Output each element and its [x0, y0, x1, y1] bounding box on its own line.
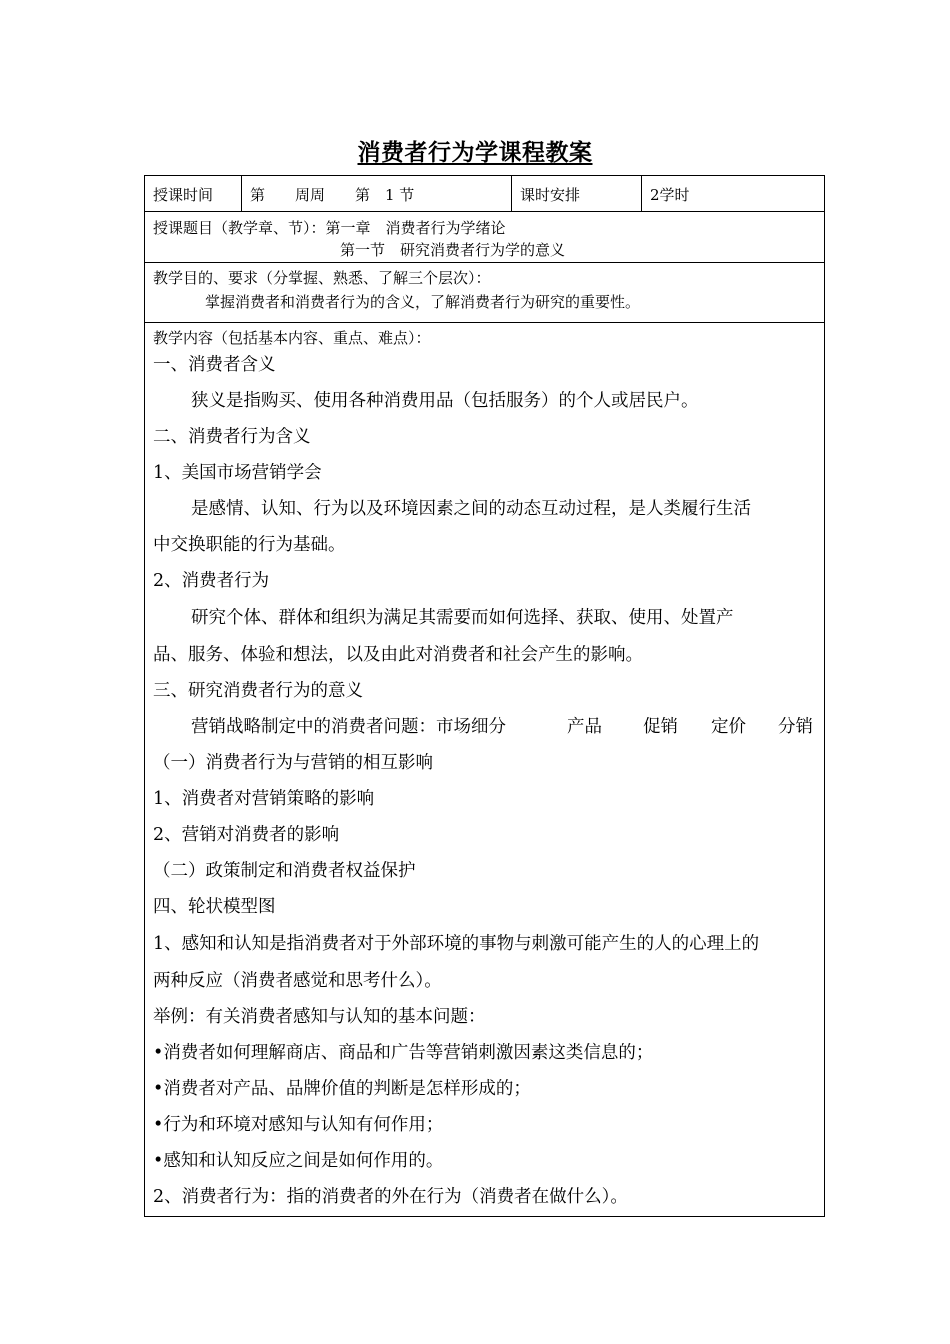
- paragraph: 狭义是指购买、使用各种消费用品（包括服务）的个人或居民户。: [191, 391, 699, 411]
- paragraph: 营销战略制定中的消费者问题：市场细分: [191, 717, 506, 737]
- section-heading: 一、消费者含义: [153, 355, 276, 375]
- goal-label: 教学目的、要求（分掌握、熟悉、了解三个层次）：: [153, 269, 491, 287]
- paragraph: 1、感知和认知是指消费者对于外部环境的事物与刺激可能产生的人的心理上的: [153, 934, 760, 954]
- schedule-row: [145, 176, 824, 212]
- hours-value: 2学时: [650, 186, 690, 204]
- marketing-item: 定价: [711, 717, 746, 737]
- bullet-item: •感知和认知反应之间是如何作用的。: [153, 1151, 444, 1171]
- section-heading: 三、研究消费者行为的意义: [153, 681, 363, 701]
- content-area: [145, 323, 824, 1216]
- subsection-heading: （二）政策制定和消费者权益保护: [153, 861, 416, 881]
- goal-text: 掌握消费者和消费者行为的含义，了解消费者行为研究的重要性。: [205, 293, 641, 311]
- time-label: 授课时间: [145, 176, 242, 211]
- lesson-plan-table: [144, 175, 825, 1217]
- section-heading: 四、轮状模型图: [153, 897, 276, 917]
- bullet-item: •行为和环境对感知与认知有何作用；: [153, 1115, 444, 1135]
- content-label: 教学内容（包括基本内容、重点、难点）：: [153, 329, 431, 347]
- subsection-heading: 2、消费者行为: [153, 571, 270, 591]
- list-item: 1、消费者对营销策略的影响: [153, 789, 375, 809]
- example-heading: 举例：有关消费者感知与认知的基本问题：: [153, 1007, 486, 1027]
- subsection-heading: （一）消费者行为与营销的相互影响: [153, 753, 433, 773]
- section-heading: 二、消费者行为含义: [153, 427, 311, 447]
- paragraph: 品、服务、体验和想法，以及由此对消费者和社会产生的影响。: [153, 645, 643, 665]
- paragraph: 两种反应（消费者感觉和思考什么）。: [153, 971, 442, 991]
- topic-chapter: 授课题目（教学章、节）：第一章 消费者行为学绪论: [153, 219, 506, 237]
- list-item: 2、营销对消费者的影响: [153, 825, 340, 845]
- goal-row: [145, 263, 824, 323]
- paragraph: 研究个体、群体和组织为满足其需要而如何选择、获取、使用、处置产: [191, 608, 734, 628]
- paragraph: 是感情、认知、行为以及环境因素之间的动态互动过程，是人类履行生活: [191, 499, 751, 519]
- marketing-item: 促销: [643, 717, 678, 737]
- marketing-item: 分销: [778, 717, 813, 737]
- topic-row: [145, 212, 824, 263]
- page-title: 消费者行为学课程教案: [357, 140, 593, 166]
- subsection-heading: 1、美国市场营销学会: [153, 463, 322, 483]
- hours-label: 课时安排: [512, 176, 642, 211]
- week-session-value: 第 周周 第 1 节: [242, 176, 512, 211]
- bullet-item: •消费者如何理解商店、商品和广告等营销刺激因素这类信息的；: [153, 1043, 654, 1063]
- paragraph: 中交换职能的行为基础。: [153, 535, 346, 555]
- list-item: 2、消费者行为：指的消费者的外在行为（消费者在做什么）。: [153, 1187, 628, 1207]
- bullet-item: •消费者对产品、品牌价值的判断是怎样形成的；: [153, 1079, 531, 1099]
- marketing-item: 产品: [567, 717, 602, 737]
- topic-section: 第一节 研究消费者行为学的意义: [340, 241, 566, 259]
